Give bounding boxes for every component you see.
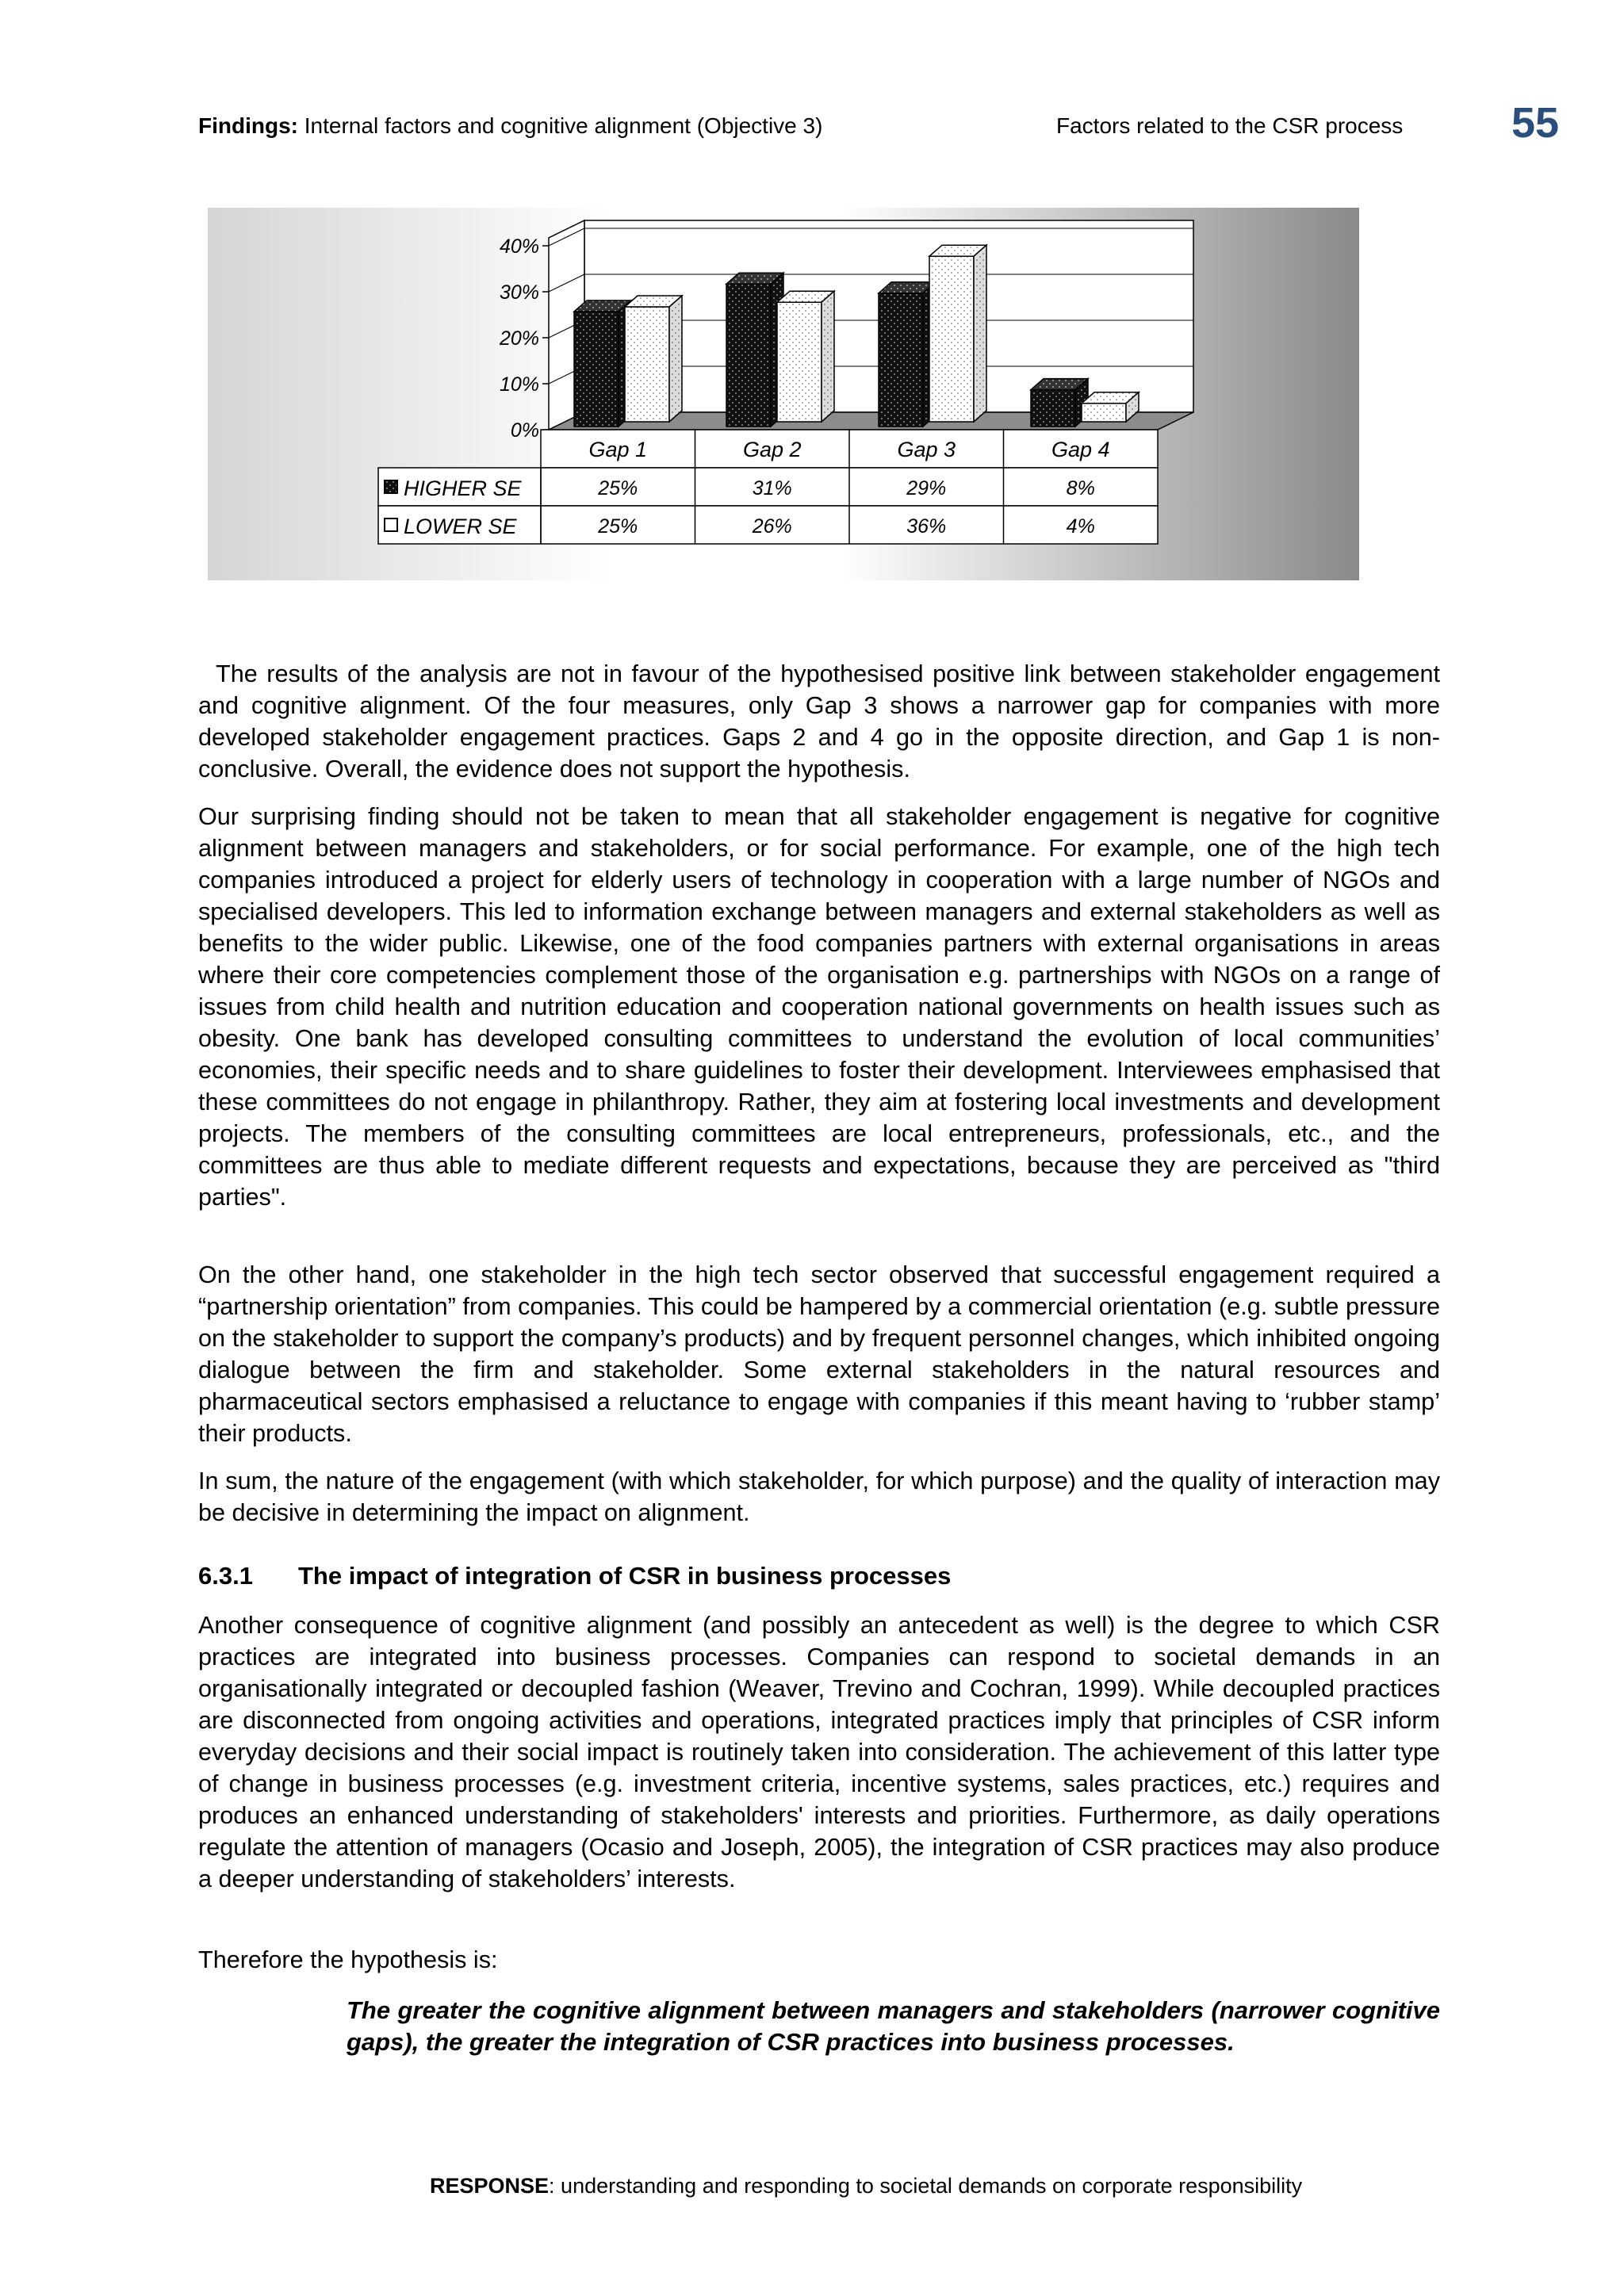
paragraph-text: Therefore the hypothesis is: (198, 1946, 498, 1973)
paragraph-text: In sum, the nature of the engagement (with which stakeholder, for which purpose) and the quality of interaction may be decisive in determining the impact on alignment. (198, 1468, 1440, 1526)
bar-lower-se (777, 302, 822, 422)
paragraph-text: On the other hand, one stakeholder in the high tech sector observed that successful engagement required a “partnership orientation” from companies. This could be hampered by a commercial orientation (e.g. subtle pressure on the stakeholder to support the company’s products) and by frequent personnel changes, which inhibited ongoing dialogue between the firm and stakeholder. Some external stakeholders in the natural resources and pharmaceutical sectors emphasised a reluctance to engage with companies if this meant having to ‘rubber stamp’ their products. (198, 1261, 1440, 1447)
data-label: 8% (1066, 477, 1095, 499)
legend-swatch (385, 519, 397, 531)
data-label: 36% (906, 515, 947, 538)
chart-svg (208, 208, 1359, 580)
section-number: 6.3.1 (198, 1562, 253, 1590)
footer-bold: RESPONSE (430, 2174, 550, 2198)
paragraph-therefore (198, 1944, 1440, 1976)
hypothesis-text: The greater the cognitive alignment between managers and stakeholders (narrower cognitive gaps), the greater the integration of CSR practices into business processes. (347, 1996, 1440, 2056)
findings-label: Findings: (198, 113, 298, 138)
paragraph-text: Our surprising finding should not be taken to mean that all stakeholder engagement is negative for cognitive alignment between managers and stakeholders, or for social performance. For example, one of the high tech companies introduced a project for elderly users of technology in cooperation with a large number of NGOs and specialised developers. This led to information exchange between managers and external stakeholders as well as benefits to the wider public. Likewise, one of the food companies partners with external organisations in areas where their core competencies complement those of the organisation e.g. partnerships with NGOs on a range of issues from child health and nutrition education and cooperation national governments on health issues such as obesity. One bank has developed consulting committees to understand the evolution of local communities’ economies, their specific needs and to share guidelines to foster their development. Interviewees emphasised that these committees do not engage in philanthropy. Rather, they aim at fostering local investments and development projects. The members of the consulting committees are local entrepreneurs, professionals, etc., and the committees are thus able to mediate different requests and expectations, because they are perceived as "third parties". (198, 803, 1440, 1211)
legend-swatch (385, 480, 397, 493)
bar-side (822, 291, 834, 422)
paragraph-finding (198, 801, 1440, 1213)
bar-lower-se (929, 256, 974, 422)
data-label: 29% (906, 477, 947, 499)
bar-side (669, 296, 682, 422)
bar-higher-se (726, 284, 771, 427)
section-title: The impact of integration of CSR in business processes (298, 1562, 952, 1590)
footer-text: : understanding and responding to societal demands on corporate responsibility (549, 2174, 1303, 2198)
y-tick-label: 10% (499, 373, 539, 396)
y-tick-label: 20% (499, 327, 539, 350)
legend-label: HIGHER SE (404, 476, 522, 500)
bar-side (974, 245, 986, 422)
page-footer (430, 2174, 1302, 2198)
paragraph-text: Another consequence of cognitive alignment (and possibly an antecedent as well) is the degree to which CSR practices are integrated into business processes. Companies can respond to societal demands in an organisationally integrated or decoupled fashion (Weaver, Trevino and Cochran, 1999). While decoupled practices are disconnected from ongoing activities and operations, integrated practices imply that principles of CSR inform everyday decisions and their social impact is routinely taken into consideration. The achievement of this latter type of change in business processes (e.g. investment criteria, incentive systems, sales practices, etc.) requires and produces an enhanced understanding of stakeholders' interests and priorities. Furthermore, as daily operations regulate the attention of managers (Ocasio and Joseph, 2005), the integration of CSR practices may also produce a deeper understanding of stakeholders’ interests. (198, 1612, 1440, 1892)
findings-text: Internal factors and cognitive alignment (Objective 3) (304, 113, 823, 138)
bar-chart (208, 208, 1359, 580)
data-label: 25% (598, 515, 638, 538)
legend-label: LOWER SE (404, 515, 517, 538)
bar-lower-se (625, 307, 669, 422)
paragraph-consequence (198, 1609, 1440, 1895)
data-label: 26% (752, 515, 792, 538)
header-findings (198, 113, 822, 139)
data-label: 25% (598, 477, 638, 499)
bar-higher-se (574, 312, 619, 427)
bar-lower-se (1082, 404, 1126, 422)
category-label: Gap 1 (588, 438, 648, 461)
header-section: Factors related to the CSR process (1056, 113, 1404, 138)
y-tick-label: 40% (499, 235, 539, 258)
page-number: 55 (1511, 99, 1560, 147)
paragraph-results (198, 658, 1440, 785)
category-label: Gap 2 (742, 438, 802, 461)
data-label: 31% (752, 477, 792, 499)
category-label: Gap 4 (1051, 438, 1110, 461)
section-heading (198, 1562, 951, 1590)
paragraph-text: The results of the analysis are not in favour of the hypothesised positive link between stakeholder engagement and cognitive alignment. Of the four measures, only Gap 3 shows a narrower gap for companies with more developed stakeholder engagement practices. Gaps 2 and 4 go in the opposite direction, and Gap 1 is non-conclusive. Overall, the evidence does not support the hypothesis. (198, 660, 1440, 783)
category-label: Gap 3 (897, 438, 956, 461)
paragraph-other-hand (198, 1259, 1440, 1449)
data-label: 4% (1066, 515, 1095, 538)
y-tick-label: 0% (510, 419, 539, 442)
paragraph-in-sum (198, 1465, 1440, 1529)
bar-higher-se (1031, 390, 1075, 427)
y-tick-label: 30% (499, 281, 539, 304)
bar-higher-se (879, 293, 923, 427)
